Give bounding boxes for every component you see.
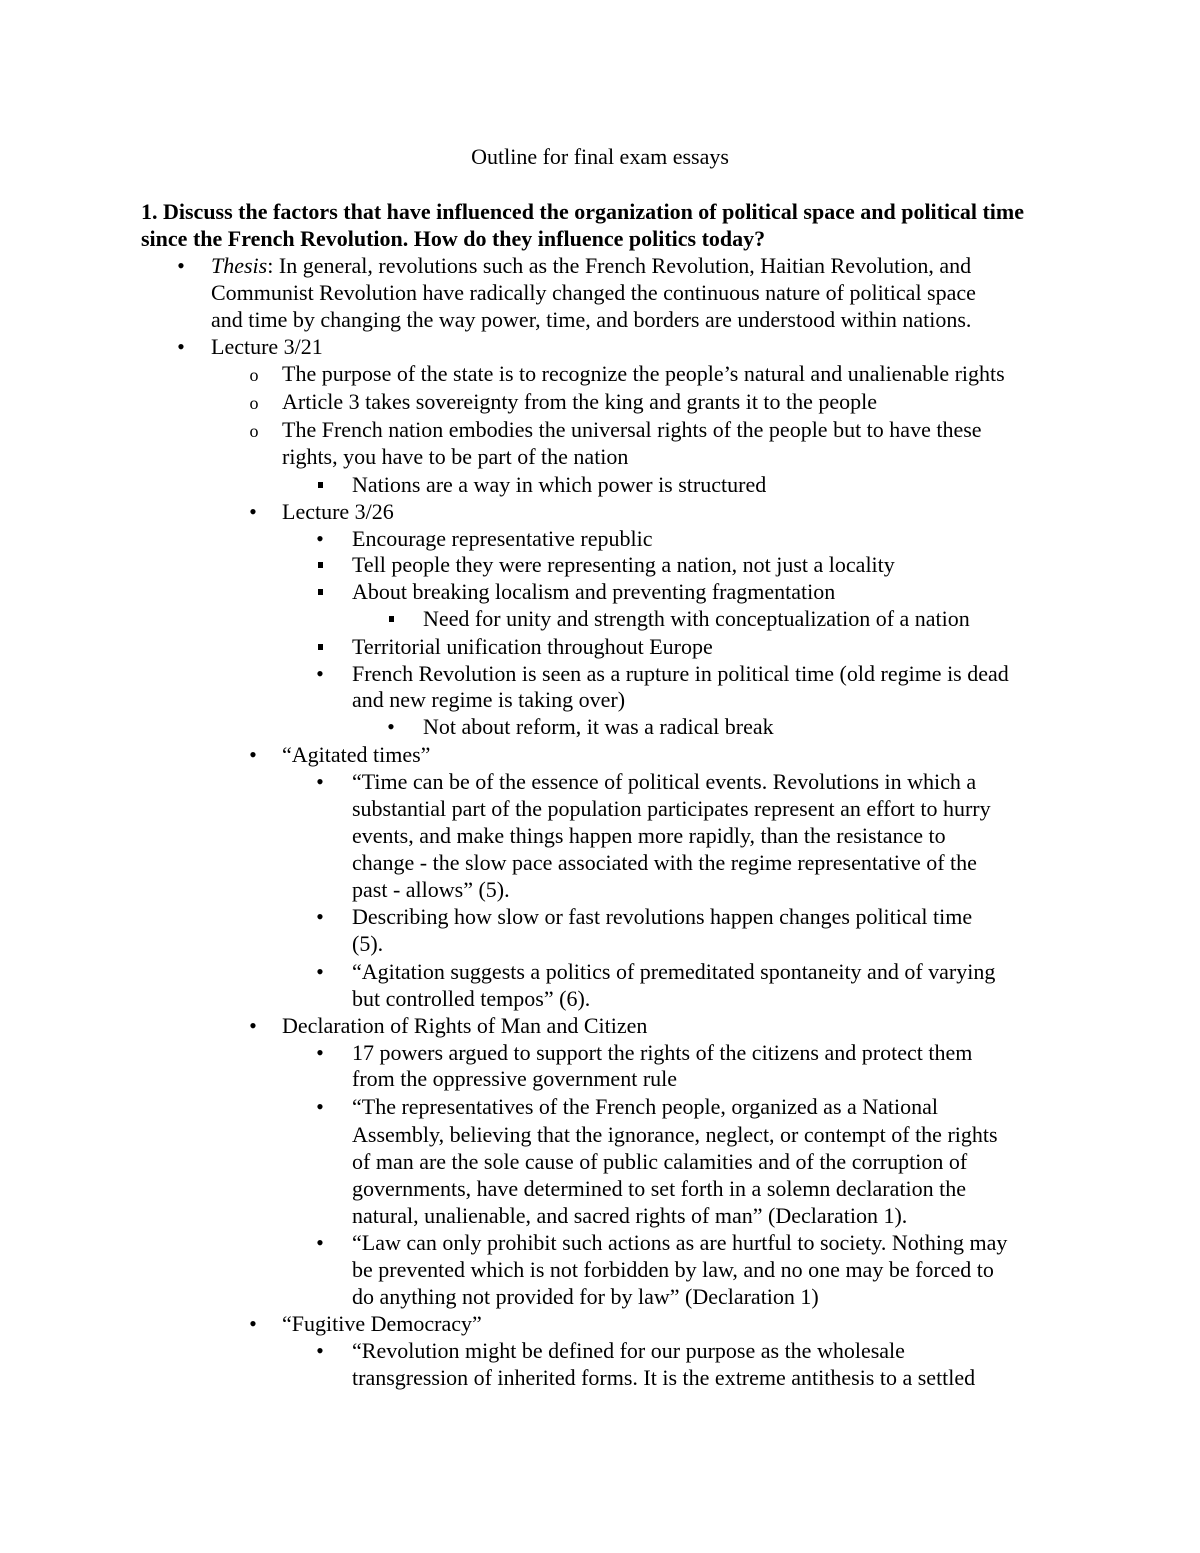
- thesis-line-3: and time by changing the way power, time, and borders are understood within nations.: [211, 307, 972, 332]
- quote-line: substantial part of the population participates represent an effort to hurry: [352, 796, 991, 821]
- list-item: Encourage representative republic: [352, 526, 653, 551]
- quote-line: governments, have determined to set forth in a solemn declaration the: [352, 1176, 966, 1201]
- circle-bullet-icon: [244, 416, 264, 445]
- quote-line: “Agitation suggests a politics of premeditated spontaneity and of varying: [352, 959, 996, 984]
- square-bullet-icon: [310, 578, 330, 605]
- square-bullet-icon: [310, 471, 330, 498]
- quote-line: Assembly, believing that the ignorance, neglect, or contempt of the rights: [352, 1122, 998, 1147]
- list-item: About breaking localism and preventing fragmentation: [352, 579, 836, 604]
- bullet-icon: [381, 713, 401, 740]
- quote-line: “Revolution might be defined for our purpose as the wholesale: [352, 1338, 905, 1363]
- list-item-cont: and new regime is taking over): [352, 687, 626, 712]
- list-item: French Revolution is seen as a rupture in political time (old regime is dead: [352, 661, 1009, 686]
- declaration-heading: Declaration of Rights of Man and Citizen: [282, 1013, 648, 1038]
- list-item-cont: rights, you have to be part of the nation: [282, 444, 629, 469]
- list-item: Territorial unification throughout Europe: [352, 634, 713, 659]
- square-bullet-icon: [310, 551, 330, 578]
- fugitive-heading: “Fugitive Democracy”: [282, 1311, 482, 1336]
- bullet-icon: [243, 741, 263, 768]
- list-item-cont: (5).: [352, 931, 384, 956]
- square-bullet-icon: [310, 633, 330, 660]
- bullet-icon: [310, 1093, 330, 1120]
- lecture-321-heading: Lecture 3/21: [211, 334, 323, 359]
- quote-line: but controlled tempos” (6).: [352, 986, 591, 1011]
- bullet-icon: [310, 660, 330, 687]
- bullet-icon: [243, 1310, 263, 1337]
- page-title: Outline for final exam essays: [471, 144, 729, 169]
- bullet-icon: [310, 1039, 330, 1066]
- list-item: Nations are a way in which power is structured: [352, 472, 767, 497]
- list-item: Tell people they were representing a nation, not just a locality: [352, 552, 895, 577]
- quote-line: transgression of inherited forms. It is the extreme antithesis to a settled: [352, 1365, 976, 1390]
- quote-line: do anything not provided for by law” (Declaration 1): [352, 1284, 819, 1309]
- thesis-line: [211, 252, 971, 279]
- bullet-icon: [310, 768, 330, 795]
- bullet-icon: [310, 903, 330, 930]
- quote-line: “Time can be of the essence of political events. Revolutions in which a: [352, 769, 977, 794]
- list-item: 17 powers argued to support the rights of the citizens and protect them: [352, 1040, 973, 1065]
- quote-line: “Law can only prohibit such actions as are hurtful to society. Nothing may: [352, 1230, 1008, 1255]
- quote-line: events, and make things happen more rapidly, than the resistance to: [352, 823, 946, 848]
- quote-line: past - allows” (5).: [352, 877, 510, 902]
- list-item: The purpose of the state is to recognize the people’s natural and unalienable rights: [282, 361, 1005, 386]
- circle-bullet-icon: [244, 388, 264, 417]
- list-item: Not about reform, it was a radical break: [423, 714, 774, 739]
- bullet-icon: [171, 252, 191, 279]
- list-item: Describing how slow or fast revolutions happen changes political time: [352, 904, 973, 929]
- thesis-text: : In general, revolutions such as the French Revolution, Haitian Revolution, and: [267, 253, 972, 278]
- bullet-icon: [310, 958, 330, 985]
- bullet-icon: [310, 1337, 330, 1364]
- square-bullet-icon: [381, 605, 401, 632]
- quote-line: be prevented which is not forbidden by law, and no one may be forced to: [352, 1257, 994, 1282]
- quote-line: natural, unalienable, and sacred rights of man” (Declaration 1).: [352, 1203, 908, 1228]
- bullet-icon: [310, 1229, 330, 1256]
- list-item: Need for unity and strength with conceptualization of a nation: [423, 606, 970, 631]
- list-item-cont: from the oppressive government rule: [352, 1066, 678, 1091]
- question-heading: 1. Discuss the factors that have influenced the organization of political space and political time since the French Revolution. How do they influence politics today?: [141, 199, 1025, 251]
- bullet-icon: [171, 333, 191, 360]
- quote-line: of man are the sole cause of public calamities and of the corruption of: [352, 1149, 968, 1174]
- circle-bullet-icon: [244, 360, 264, 389]
- bullet-icon: [310, 525, 330, 552]
- bullet-icon: [243, 1012, 263, 1039]
- thesis-line-2: Communist Revolution have radically changed the continuous nature of political space: [211, 280, 976, 305]
- quote-line: “The representatives of the French people, organized as a National: [352, 1094, 939, 1119]
- quote-line: change - the slow pace associated with the regime representative of the: [352, 850, 977, 875]
- list-item: Article 3 takes sovereignty from the king and grants it to the people: [282, 389, 878, 414]
- bullet-icon: [243, 498, 263, 525]
- list-item: The French nation embodies the universal rights of the people but to have these: [282, 417, 982, 442]
- lecture-326-heading: Lecture 3/26: [282, 499, 394, 524]
- thesis-label: Thesis: [211, 253, 268, 278]
- agitated-heading: “Agitated times”: [282, 742, 431, 767]
